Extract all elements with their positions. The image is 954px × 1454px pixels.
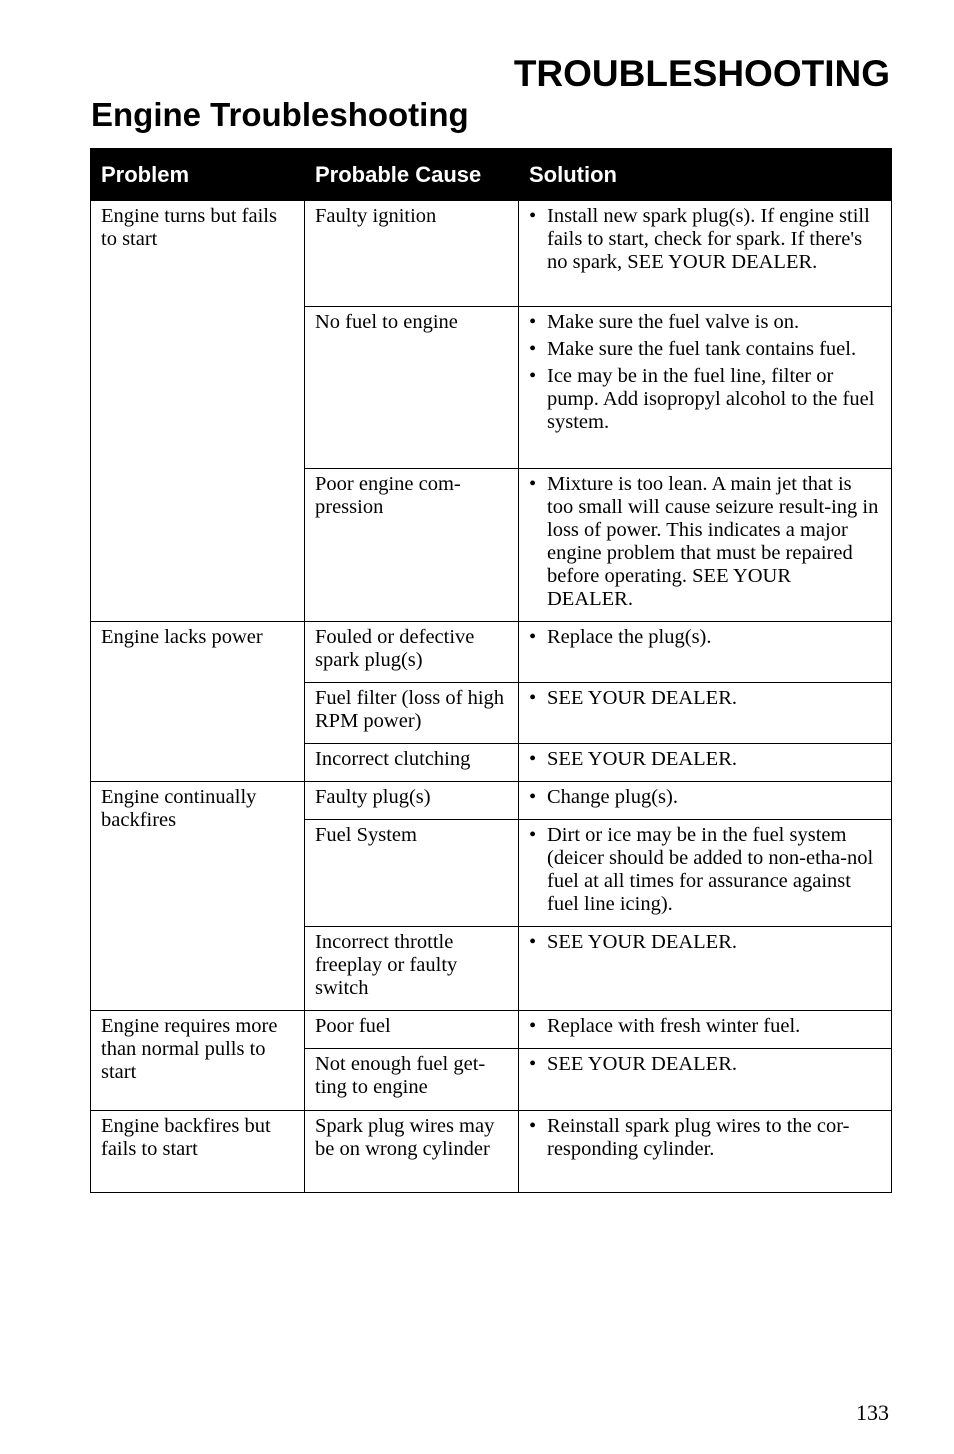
cause-cell: Poor engine com-pression	[305, 469, 519, 622]
table-row	[91, 201, 892, 307]
cause-cell: Faulty plug(s)	[305, 782, 519, 820]
solution-item: • Install new spark plug(s). If engine still fails to start, check for spark. If there's no spark, SEE YOUR DEALER.	[529, 205, 881, 274]
solution-list	[529, 473, 881, 611]
cause-cell: Incorrect throttle freeplay or faulty switch	[305, 927, 519, 1011]
cause-cell: Faulty ignition	[305, 201, 519, 307]
solution-list	[529, 1015, 881, 1038]
solution-item: • Reinstall spark plug wires to the cor-responding cylinder.	[529, 1115, 881, 1161]
solution-item: • SEE YOUR DEALER.	[529, 931, 881, 954]
column-header-problem: Problem	[91, 149, 305, 201]
solution-cell	[519, 1049, 892, 1111]
solution-list	[529, 748, 881, 771]
solution-cell	[519, 469, 892, 622]
cause-cell: Fuel System	[305, 820, 519, 927]
solution-cell	[519, 744, 892, 782]
solution-list	[529, 311, 881, 434]
table-row	[91, 1011, 892, 1049]
solution-list	[529, 626, 881, 649]
column-header-probable-cause: Probable Cause	[305, 149, 519, 201]
problem-cell: Engine turns but fails to start	[91, 201, 305, 622]
problem-cell: Engine requires more than normal pulls to start	[91, 1011, 305, 1111]
solution-cell	[519, 622, 892, 683]
column-header-solution: Solution	[519, 149, 892, 201]
solution-item: • Mixture is too lean. A main jet that is too small will cause seizure result-ing in loss of power. This indicates a major engine problem that must be repaired before operating. SEE YOUR DEALER.	[529, 473, 881, 611]
solution-list	[529, 824, 881, 916]
table-body	[91, 201, 892, 1193]
section-title: Engine Troubleshooting	[91, 96, 469, 133]
solution-list	[529, 205, 881, 274]
cause-cell: Spark plug wires may be on wrong cylinder	[305, 1111, 519, 1193]
solution-item: • Make sure the fuel valve is on.	[529, 311, 881, 334]
table-row	[91, 1111, 892, 1193]
solution-item: • Ice may be in the fuel line, filter or pump. Add isopropyl alcohol to the fuel system.	[529, 365, 881, 434]
solution-item: • Dirt or ice may be in the fuel system (deicer should be added to non-etha-nol fuel at all times for assurance against fuel line icing).	[529, 824, 881, 916]
cause-cell: No fuel to engine	[305, 307, 519, 469]
problem-cell: Engine backfires but fails to start	[91, 1111, 305, 1193]
page-number: 133	[856, 1400, 889, 1425]
solution-item: • SEE YOUR DEALER.	[529, 748, 881, 771]
solution-item: • Change plug(s).	[529, 786, 881, 809]
chapter-title: TROUBLESHOOTING	[513, 53, 890, 94]
solution-cell	[519, 307, 892, 469]
solution-item: • SEE YOUR DEALER.	[529, 687, 881, 710]
solution-list	[529, 786, 881, 809]
solution-cell	[519, 782, 892, 820]
solution-list	[529, 687, 881, 710]
table-row	[91, 782, 892, 820]
cause-cell: Not enough fuel get-ting to engine	[305, 1049, 519, 1111]
problem-cell: Engine continually backfires	[91, 782, 305, 1011]
table-row	[91, 622, 892, 683]
solution-list	[529, 1115, 881, 1161]
cause-cell: Incorrect clutching	[305, 744, 519, 782]
problem-cell: Engine lacks power	[91, 622, 305, 782]
solution-cell	[519, 927, 892, 1011]
solution-cell	[519, 683, 892, 744]
solution-cell	[519, 201, 892, 307]
solution-item: • Replace with fresh winter fuel.	[529, 1015, 881, 1038]
cause-cell: Fouled or defective spark plug(s)	[305, 622, 519, 683]
solution-item: • Replace the plug(s).	[529, 626, 881, 649]
cause-cell: Fuel filter (loss of high RPM power)	[305, 683, 519, 744]
solution-list	[529, 931, 881, 954]
cause-cell: Poor fuel	[305, 1011, 519, 1049]
solution-cell	[519, 1111, 892, 1193]
troubleshooting-table	[90, 148, 892, 1193]
solution-item: • Make sure the fuel tank contains fuel.	[529, 338, 881, 361]
table-header-row	[91, 149, 892, 201]
solution-cell	[519, 1011, 892, 1049]
solution-list	[529, 1053, 881, 1076]
solution-item: • SEE YOUR DEALER.	[529, 1053, 881, 1076]
solution-cell	[519, 820, 892, 927]
